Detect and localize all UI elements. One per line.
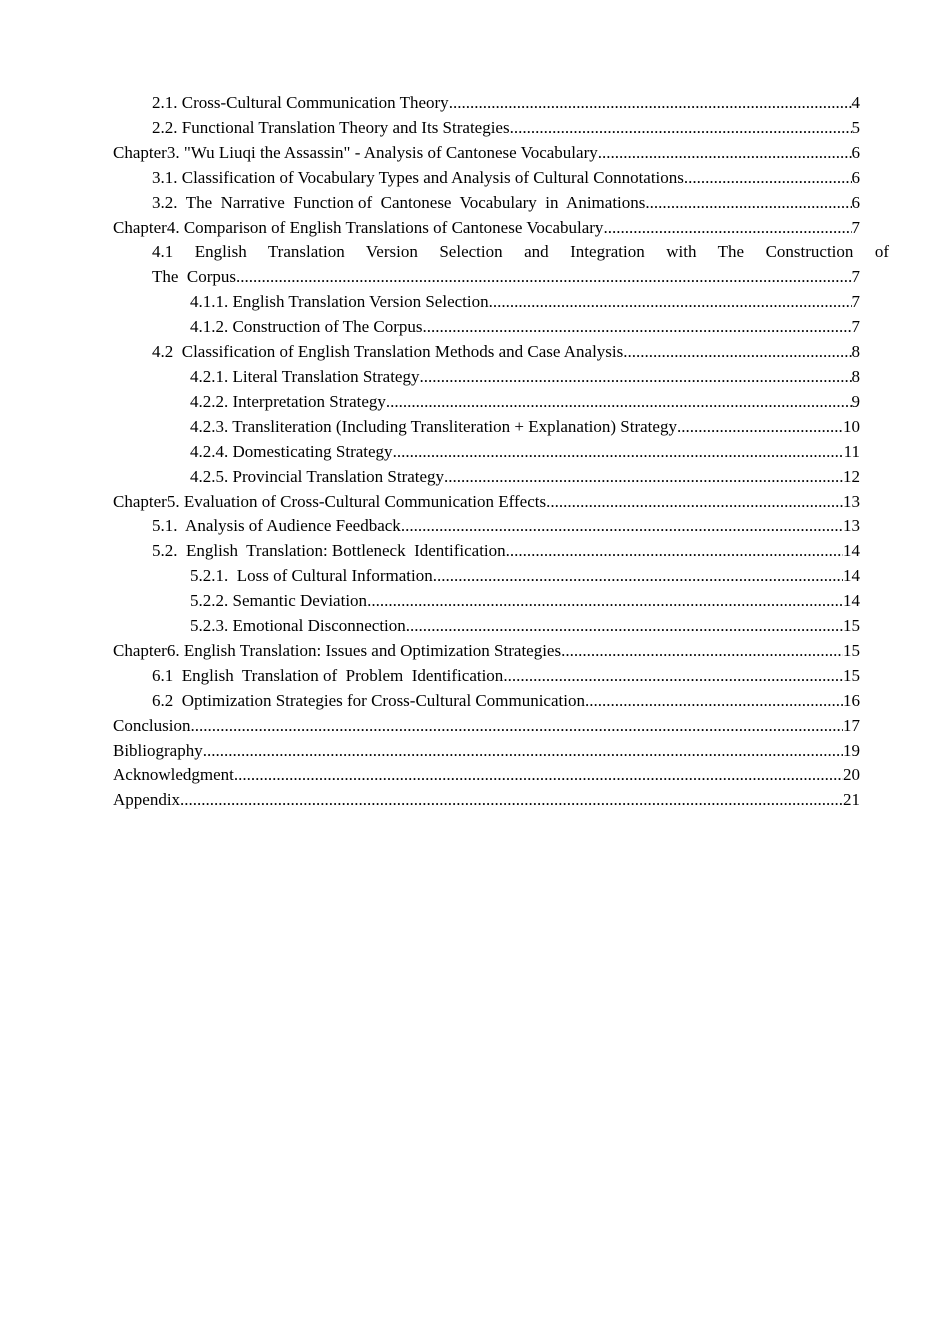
toc-entry-page: 14 xyxy=(843,566,860,586)
toc-entry-title: 5.2.3. Emotional Disconnection xyxy=(190,616,406,636)
toc-entry-conclusion xyxy=(113,714,860,739)
leader-dots xyxy=(449,91,852,116)
toc-entry-page: 6 xyxy=(851,167,860,187)
toc-entry-page: 7 xyxy=(851,217,860,237)
leader-dots xyxy=(386,390,852,415)
toc-entry-title: 5.2. English Translation: Bottleneck Identification xyxy=(152,541,506,561)
leader-dots xyxy=(234,763,843,788)
toc-entry-page: 5 xyxy=(851,117,860,137)
leader-dots xyxy=(489,290,852,315)
toc-entry-4-2-3 xyxy=(113,415,860,440)
toc-entry-2-2 xyxy=(113,116,860,141)
table-of-contents xyxy=(113,91,890,813)
toc-entry-title: 4.2.3. Transliteration (Including Transliteration + Explanation) Strategy xyxy=(190,416,677,436)
leader-dots xyxy=(645,191,851,216)
leader-dots xyxy=(419,365,851,390)
toc-entry-page: 20 xyxy=(843,765,860,785)
leader-dots xyxy=(546,490,843,515)
leader-dots xyxy=(367,589,843,614)
leader-dots xyxy=(433,564,843,589)
toc-entry-title: Chapter5. Evaluation of Cross-Cultural Communication Effects xyxy=(113,491,547,511)
toc-entry-title: 4.1.1. English Translation Version Selection xyxy=(190,292,489,312)
toc-entry-title: 6.1 English Translation of Problem Identification xyxy=(152,665,504,685)
toc-entry-3-1 xyxy=(113,166,860,191)
toc-entry-title: 5.1. Analysis of Audience Feedback xyxy=(152,516,401,536)
toc-entry-page: 16 xyxy=(843,690,860,710)
toc-entry-4-1 xyxy=(113,240,890,290)
toc-entry-6-1 xyxy=(113,664,860,689)
toc-entry-bibliography xyxy=(113,739,860,764)
leader-dots xyxy=(401,514,843,539)
toc-entry-appendix xyxy=(113,788,860,813)
leader-dots xyxy=(203,739,843,764)
toc-entry-page: 13 xyxy=(843,516,860,536)
toc-entry-title: Bibliography xyxy=(113,740,203,760)
toc-entry-4-1-1 xyxy=(113,290,860,315)
toc-entry-title: Chapter6. English Translation: Issues and Optimization Strategies xyxy=(113,640,562,660)
toc-entry-page: 15 xyxy=(843,616,860,636)
toc-entry-title: 2.1. Cross-Cultural Communication Theory xyxy=(152,93,449,112)
leader-dots xyxy=(585,689,843,714)
toc-entry-acknowledgment xyxy=(113,763,860,788)
toc-entry-title: Chapter3. "Wu Liuqi the Assassin" - Analysis of Cantonese Vocabulary xyxy=(113,142,598,162)
toc-entry-title: Chapter4. Comparison of English Translations of Cantonese Vocabulary xyxy=(113,217,604,237)
leader-dots xyxy=(510,116,852,141)
toc-entry-2-1 xyxy=(113,91,860,116)
toc-entry-page: 4 xyxy=(851,93,860,112)
toc-entry-title: Acknowledgment xyxy=(113,765,234,785)
toc-entry-title: 4.2.2. Interpretation Strategy xyxy=(190,391,386,411)
leader-dots xyxy=(180,788,843,813)
leader-dots xyxy=(506,539,843,564)
toc-entry-4-2-2 xyxy=(113,390,860,415)
toc-entry-chapter-3 xyxy=(113,141,860,166)
toc-entry-page: 7 xyxy=(851,267,860,287)
toc-entry-6-2 xyxy=(113,689,860,714)
toc-entry-page: 15 xyxy=(843,665,860,685)
toc-entry-page: 7 xyxy=(851,317,860,337)
leader-dots xyxy=(422,315,851,340)
toc-entry-page: 12 xyxy=(843,466,860,486)
toc-entry-page: 8 xyxy=(851,342,860,362)
toc-entry-4-2-5 xyxy=(113,465,860,490)
toc-entry-title: 5.2.2. Semantic Deviation xyxy=(190,591,368,611)
toc-entry-page: 14 xyxy=(843,591,860,611)
toc-entry-title: Conclusion xyxy=(113,715,191,735)
toc-entry-page: 14 xyxy=(843,541,860,561)
toc-entry-title: 3.2. The Narrative Function of Cantonese Vocabulary in Animations xyxy=(152,192,646,212)
leader-dots xyxy=(603,216,851,241)
toc-entry-4-2 xyxy=(113,340,860,365)
leader-dots xyxy=(503,664,843,689)
toc-entry-page: 21 xyxy=(843,790,860,810)
toc-entry-title: 6.2 Optimization Strategies for Cross-Cultural Communication xyxy=(152,690,585,710)
toc-entry-4-2-1 xyxy=(113,365,860,390)
toc-entry-3-2 xyxy=(113,191,860,216)
leader-dots xyxy=(677,415,843,440)
toc-entry-page: 17 xyxy=(843,715,860,735)
toc-entry-page: 9 xyxy=(851,391,860,411)
toc-entry-title: 4.2 Classification of English Translation Methods and Case Analysis xyxy=(152,342,624,362)
toc-entry-page: 10 xyxy=(843,416,860,436)
toc-entry-title: Appendix xyxy=(113,790,181,810)
toc-entry-title: 2.2. Functional Translation Theory and Its Strategies xyxy=(152,117,510,137)
toc-entry-chapter-5 xyxy=(113,490,860,515)
toc-entry-title-line2: The Corpus xyxy=(152,267,237,287)
leader-dots xyxy=(406,614,843,639)
toc-entry-title: 4.1.2. Construction of The Corpus xyxy=(190,317,423,337)
leader-dots xyxy=(190,714,843,739)
leader-dots xyxy=(561,639,843,664)
leader-dots xyxy=(444,465,843,490)
leader-dots xyxy=(623,340,851,365)
leader-dots xyxy=(598,141,852,166)
toc-entry-page: 19 xyxy=(843,740,860,760)
toc-entry-page: 8 xyxy=(851,366,860,386)
toc-entry-page: 7 xyxy=(851,292,860,312)
leader-dots xyxy=(393,440,844,465)
toc-entry-title-line1: 4.1 English Translation Version Selection and Integration with The Construction of xyxy=(152,242,890,262)
toc-entry-4-2-4 xyxy=(113,440,860,465)
leader-dots xyxy=(236,265,851,290)
toc-entry-page: 6 xyxy=(851,192,860,212)
toc-entry-title: 5.2.1. Loss of Cultural Information xyxy=(190,566,433,586)
leader-dots xyxy=(684,166,852,191)
toc-entry-title: 4.2.5. Provincial Translation Strategy xyxy=(190,466,445,486)
toc-entry-page: 13 xyxy=(843,491,860,511)
toc-entry-5-2-1 xyxy=(113,564,860,589)
toc-entry-page: 6 xyxy=(851,142,860,162)
toc-entry-5-2-3 xyxy=(113,614,860,639)
toc-entry-chapter-4 xyxy=(113,216,860,241)
toc-entry-5-1 xyxy=(113,514,860,539)
toc-entry-page: 15 xyxy=(843,640,860,660)
toc-entry-5-2 xyxy=(113,539,860,564)
toc-entry-title: 3.1. Classification of Vocabulary Types and Analysis of Cultural Connotations xyxy=(152,167,684,187)
toc-entry-page: 11 xyxy=(843,441,860,461)
toc-entry-chapter-6 xyxy=(113,639,860,664)
toc-entry-5-2-2 xyxy=(113,589,860,614)
toc-entry-4-1-2 xyxy=(113,315,860,340)
toc-entry-title: 4.2.1. Literal Translation Strategy xyxy=(190,366,420,386)
toc-entry-title: 4.2.4. Domesticating Strategy xyxy=(190,441,393,461)
